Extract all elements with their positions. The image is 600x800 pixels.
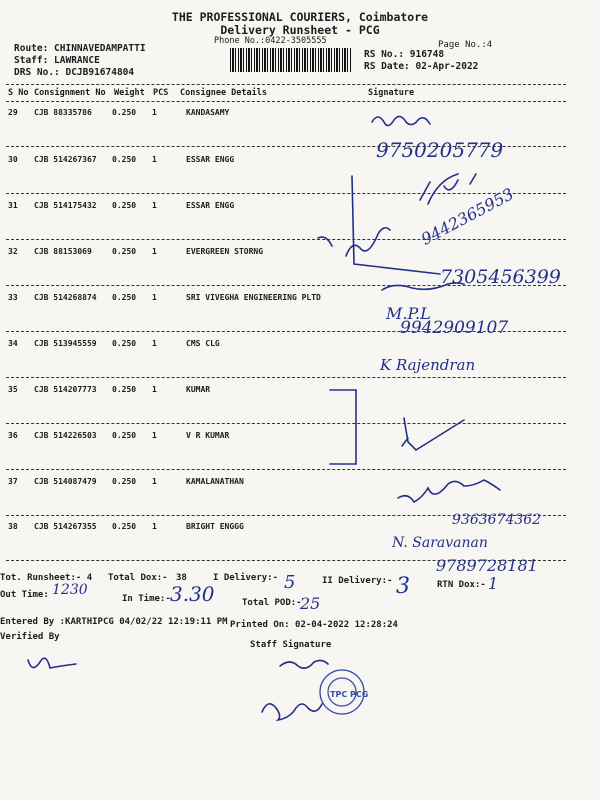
cell-pcs: 1 xyxy=(152,477,157,486)
handwritten-ii-delivery: 3 xyxy=(396,574,410,599)
rs-number: RS No.: 916748 xyxy=(364,49,445,60)
handwritten-i-delivery: 5 xyxy=(284,572,296,593)
cell-weight: 0.250 xyxy=(112,155,137,164)
row-separator xyxy=(6,469,566,470)
handwritten-in-time: 3.30 xyxy=(170,582,215,606)
verified-sig xyxy=(28,658,76,668)
header-rule-bottom xyxy=(6,101,566,102)
col-sno: S No xyxy=(8,88,29,98)
cell-sno: 29 xyxy=(8,108,18,117)
cell-pcs: 1 xyxy=(152,108,157,117)
cell-consignment: CJB 514226503 xyxy=(34,431,97,440)
handwritten-phone-32: 7305456399 xyxy=(440,266,561,288)
col-pcs: PCS xyxy=(153,88,169,98)
cell-consignment: CJB 88153069 xyxy=(34,247,92,256)
total-dox-value: 38 xyxy=(176,573,187,583)
cell-weight: 0.250 xyxy=(112,522,137,531)
bracket-34 xyxy=(330,390,356,464)
col-consignee: Consignee Details xyxy=(180,88,267,98)
col-consignment: Consignment No xyxy=(34,88,106,98)
cell-sno: 31 xyxy=(8,201,18,210)
cell-sno: 38 xyxy=(8,522,18,531)
cell-sno: 35 xyxy=(8,385,18,394)
header-rule-top xyxy=(6,84,566,85)
bracket-31-32 xyxy=(352,176,440,274)
cell-pcs: 1 xyxy=(152,293,157,302)
cell-consignee: EVERGREEN STORNG xyxy=(186,247,264,256)
cell-pcs: 1 xyxy=(152,522,157,531)
stamp-text: TPC PCG xyxy=(330,690,369,699)
drs-number: DRS No.: DCJB91674804 xyxy=(14,67,135,78)
total-runsheet: Tot. Runsheet:- 4 xyxy=(0,573,93,583)
verified-by: Verified By xyxy=(0,632,60,642)
route: Route: CHINNAVEDAMPATTI xyxy=(14,43,146,54)
cell-pcs: 1 xyxy=(152,247,157,256)
entered-by: Entered By :KARTHIPCG 04/02/22 12:19:11 PM xyxy=(0,617,228,627)
cell-consignee: KANDASAMY xyxy=(186,108,230,117)
handwritten-total-pod: 25 xyxy=(300,594,321,613)
row-separator xyxy=(6,423,566,424)
cell-pcs: 1 xyxy=(152,201,157,210)
cell-consignment: CJB 88335786 xyxy=(34,108,92,117)
rs-date: RS Date: 02-Apr-2022 xyxy=(364,61,479,72)
handwritten-phone-38: 9789728181 xyxy=(436,556,538,575)
handwritten-name-38: N. Saravanan xyxy=(392,535,488,551)
cell-consignment: CJB 514207773 xyxy=(34,385,97,394)
cell-consignee: V R KUMAR xyxy=(186,431,230,440)
cell-consignee: CMS CLG xyxy=(186,339,220,348)
cell-consignment: CJB 514267355 xyxy=(34,522,97,531)
cell-consignment: CJB 514175432 xyxy=(34,201,97,210)
cell-weight: 0.250 xyxy=(112,431,137,440)
cell-pcs: 1 xyxy=(152,155,157,164)
staff-signature-label: Staff Signature xyxy=(250,640,332,650)
i-delivery-label: I Delivery:- xyxy=(213,573,279,583)
cell-weight: 0.250 xyxy=(112,247,137,256)
runsheet-subtitle: Delivery Runsheet - PCG xyxy=(220,23,380,37)
cell-weight: 0.250 xyxy=(112,385,137,394)
out-time-label: Out Time: xyxy=(0,590,49,600)
row-separator xyxy=(6,193,566,194)
cell-pcs: 1 xyxy=(152,385,157,394)
cell-sno: 30 xyxy=(8,155,18,164)
rtn-dox-label: RTN Dox:- xyxy=(437,580,486,590)
cell-consignee: ESSAR ENGG xyxy=(186,155,235,164)
staff: Staff: LAWRANCE xyxy=(14,55,100,66)
col-weight: Weight xyxy=(114,88,145,98)
cell-sno: 32 xyxy=(8,247,18,256)
handwritten-out-time: 1230 xyxy=(52,582,88,598)
cell-sno: 37 xyxy=(8,477,18,486)
cell-pcs: 1 xyxy=(152,431,157,440)
cell-weight: 0.250 xyxy=(112,293,137,302)
cell-weight: 0.250 xyxy=(112,108,137,117)
cell-consignment: CJB 513945559 xyxy=(34,339,97,348)
handwritten-phone-31: 9442365953 xyxy=(418,184,517,249)
staff-sig-lower xyxy=(262,704,322,720)
handwritten-phone-30: 9750205779 xyxy=(376,138,504,162)
staff-sig-upper xyxy=(280,660,328,668)
cell-sno: 33 xyxy=(8,293,18,302)
printed-on: Printed On: 02-04-2022 12:28:24 xyxy=(230,620,398,630)
barcode xyxy=(230,48,352,72)
signature-29 xyxy=(372,116,430,125)
cell-sno: 36 xyxy=(8,431,18,440)
signature-37 xyxy=(398,480,500,502)
cell-weight: 0.250 xyxy=(112,201,137,210)
cell-consignment: CJB 514087479 xyxy=(34,477,97,486)
total-pod-label: Total POD:- xyxy=(242,598,302,608)
col-signature: Signature xyxy=(368,88,415,98)
ii-delivery-label: II Delivery:- xyxy=(322,576,393,586)
in-time-label: In Time:- xyxy=(122,594,171,604)
cell-consignee: KAMALANATHAN xyxy=(186,477,244,486)
cell-weight: 0.250 xyxy=(112,477,137,486)
cell-consignee: BRIGHT ENGGG xyxy=(186,522,244,531)
handwritten-name-34: K Rajendran xyxy=(380,356,476,374)
handwritten-name-33: M.P.L xyxy=(386,304,431,323)
cell-consignee: SRI VIVEGHA ENGINEERING PLTD xyxy=(186,293,321,302)
cell-consignee: KUMAR xyxy=(186,385,211,394)
page-number: Page No.:4 xyxy=(438,40,493,50)
cell-sno: 34 xyxy=(8,339,18,348)
row-separator xyxy=(6,377,566,378)
company-title: THE PROFESSIONAL COURIERS, Coimbatore xyxy=(171,10,429,24)
cell-consignment: CJB 514268874 xyxy=(34,293,97,302)
pcg-stamp xyxy=(320,670,364,714)
cell-weight: 0.250 xyxy=(112,339,137,348)
handwritten-rtn-dox: 1 xyxy=(488,574,499,593)
phone-number: Phone No.:0422-3505555 xyxy=(214,36,327,46)
cell-consignment: CJB 514267367 xyxy=(34,155,97,164)
cell-pcs: 1 xyxy=(152,339,157,348)
handwritten-phone-33: 9942909107 xyxy=(400,318,509,338)
row-separator xyxy=(6,239,566,240)
total-dox-label: Total Dox:- xyxy=(108,573,168,583)
handwritten-phone-37: 9363674362 xyxy=(452,512,542,528)
cell-consignee: ESSAR ENGG xyxy=(186,201,235,210)
